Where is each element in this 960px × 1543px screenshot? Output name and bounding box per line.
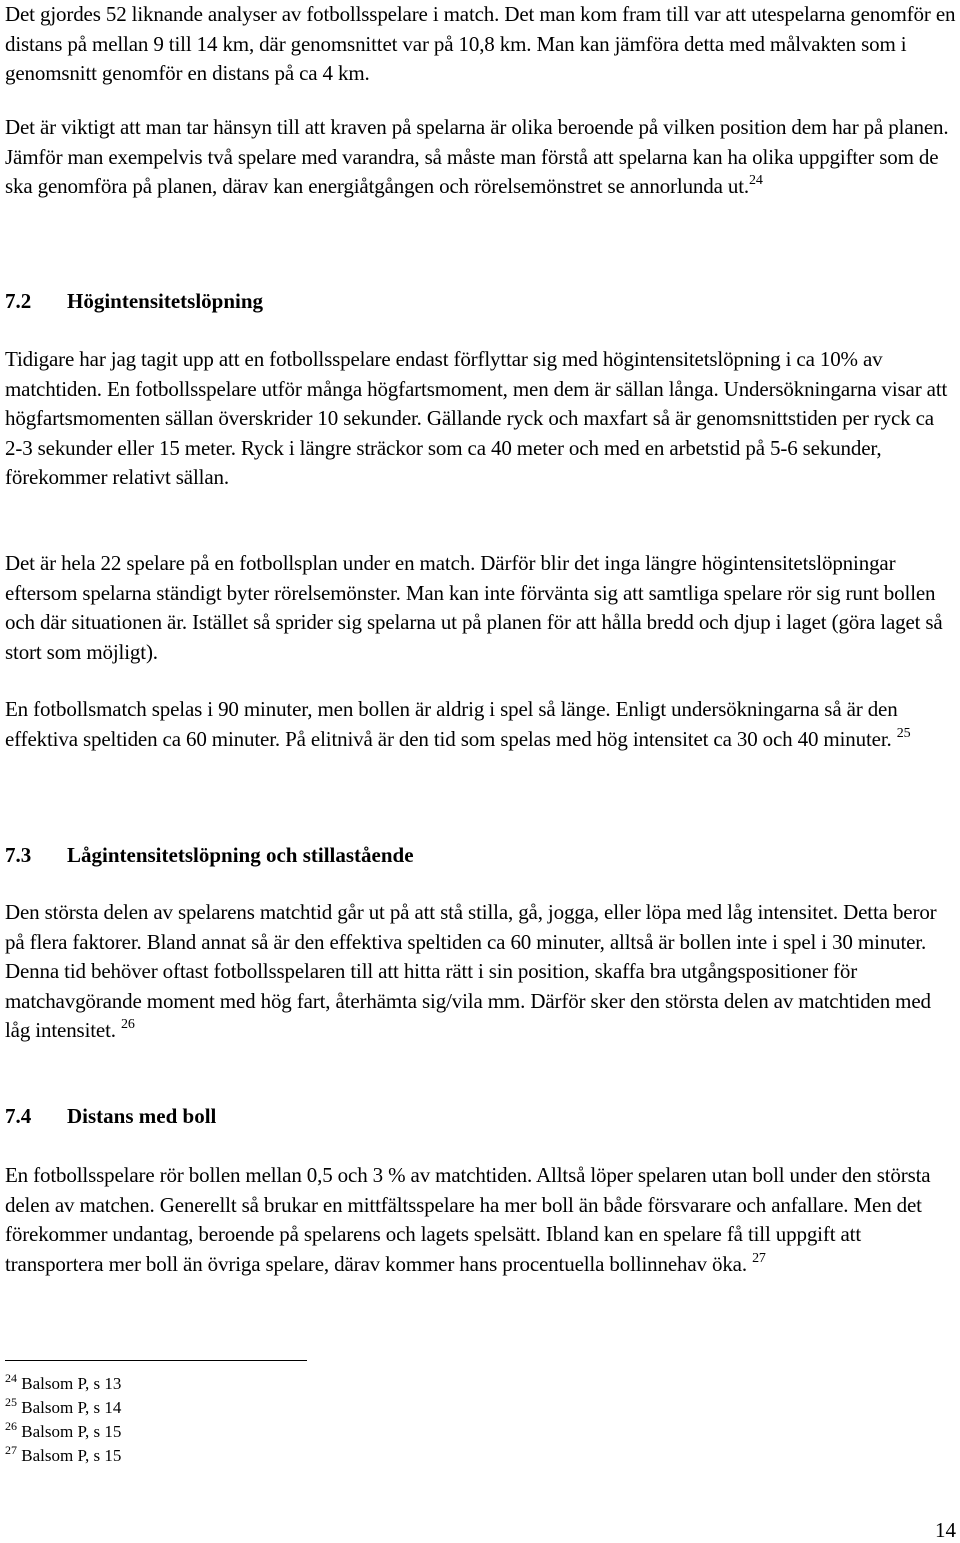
paragraph-position-demands: Det är viktigt att man tar hänsyn till att kraven på spelarna är olika beroende på vilken position dem har på planen. Jämför man exempelvis två spelare med varandra, så måste man förstå att spelarna kan ha olika uppgifter som de ska genomföra på planen, därav kan energiåtgången och rörelsemönstret se annorlunda ut.$^{24}$ — [5, 115, 949, 198]
footnote-item: $^{25}$ Balsom P, s 14 — [5, 1395, 122, 1417]
paragraph-players-on-pitch: Det är hela 22 spelare på en fotbollsplan under en match. Därför blir det inga längre högintensitetslöpningar eftersom spelarna ständigt byter rörelsemönster. Man kan inte förvänta sig att samtliga spelare rör sig runt bollen och där situationen är. Istället så sprider sig spelarna ut på planen för att hålla bredd och djup i laget (göra laget så stort som möjligt). — [5, 551, 943, 664]
paragraph-match-duration: En fotbollsmatch spelas i 90 minuter, men bollen är aldrig i spel så länge. Enligt undersökningarna så är den effektiva speltiden ca 60 minuter. På elitnivå är den tid som spelas med hög intensitet ca 30 och 40 minuter. $^{25}$ — [5, 697, 911, 751]
footnote-ref[interactable]: 24 — [749, 173, 763, 188]
footnote-item: $^{24}$ Balsom P, s 13 — [5, 1371, 122, 1393]
page-number: 14 — [935, 1518, 956, 1542]
paragraph-low-intensity: Den största delen av spelarens matchtid går ut på att stå stilla, gå, jogga, eller löpa med låg intensitet. Detta beror på flera faktorer. Bland annat så är den effektiva speltiden ca 60 minuter, alltså är bollen inte i spel i 30 minuter. Denna tid behöver oftast fotbollsspelaren till att hitta rätt i sin position, skaffa bra utgångspositioner för matchavgörande moment med hög fart, återhämta sig/vila mm. Därför sker den största delen av matchtiden med låg intensitet. $^{26}$ — [5, 900, 937, 1042]
footnote-ref[interactable]: 26 — [121, 1017, 135, 1032]
heading-7-3: 7.3 Lågintensitetslöpning och stillastående — [5, 843, 414, 867]
footnote-item: $^{27}$ Balsom P, s 15 — [5, 1443, 122, 1465]
paragraph-high-intensity: Tidigare har jag tagit upp att en fotbollsspelare endast förflyttar sig med högintensitetslöpning i ca 10% av matchtiden. En fotbollsspelare utför många högfartsmoment, men dem är sällan långa. Undersökningarna visar att högfartsmomenten sällan överskrider 10 sekunder. Gällande ryck och maxfart så är genomsnittstiden per ryck ca 2-3 sekunder eller 15 meter. Ryck i längre sträckor som ca 40 meter och med en arbetstid på 5-6 sekunder, förekommer relativt sällan. — [5, 347, 948, 489]
footnote-ref[interactable]: 27 — [752, 1250, 766, 1266]
footnote-separator — [5, 1360, 307, 1361]
heading-7-4: 7.4 Distans med boll — [5, 1104, 217, 1128]
footnotes — [5, 1372, 121, 1468]
paragraph-ball-distance: En fotbollsspelare rör bollen mellan 0,5 och 3 % av matchtiden. Alltså löper spelaren utan boll under den största delen av matchen. Generellt så brukar en mittfältsspelare ha mer boll än både försvarare och anfallare. Men det förekommer undantag, beroende på spelarens och lagets spelsätt. Ibland kan en spelare få till uppgift att transportera mer boll än övriga spelare, därav kommer hans procentuella bollinnehav öka. $^{27}$ — [5, 1163, 931, 1276]
footnote-item: $^{26}$ Balsom P, s 15 — [5, 1419, 122, 1441]
footnote-ref[interactable]: 25 — [896, 725, 911, 741]
paragraph-distance-analysis: Det gjordes 52 liknande analyser av fotbollsspelare i match. Det man kom fram till var att utespelarna genomför en distans på mellan 9 till 14 km, där genomsnittet var på 10,8 km. Man kan jämföra detta med målvakten som i genomsnitt genomför en distans på ca 4 km. — [5, 2, 956, 85]
heading-7-2: 7.2 Högintensitetslöpning — [5, 289, 264, 313]
